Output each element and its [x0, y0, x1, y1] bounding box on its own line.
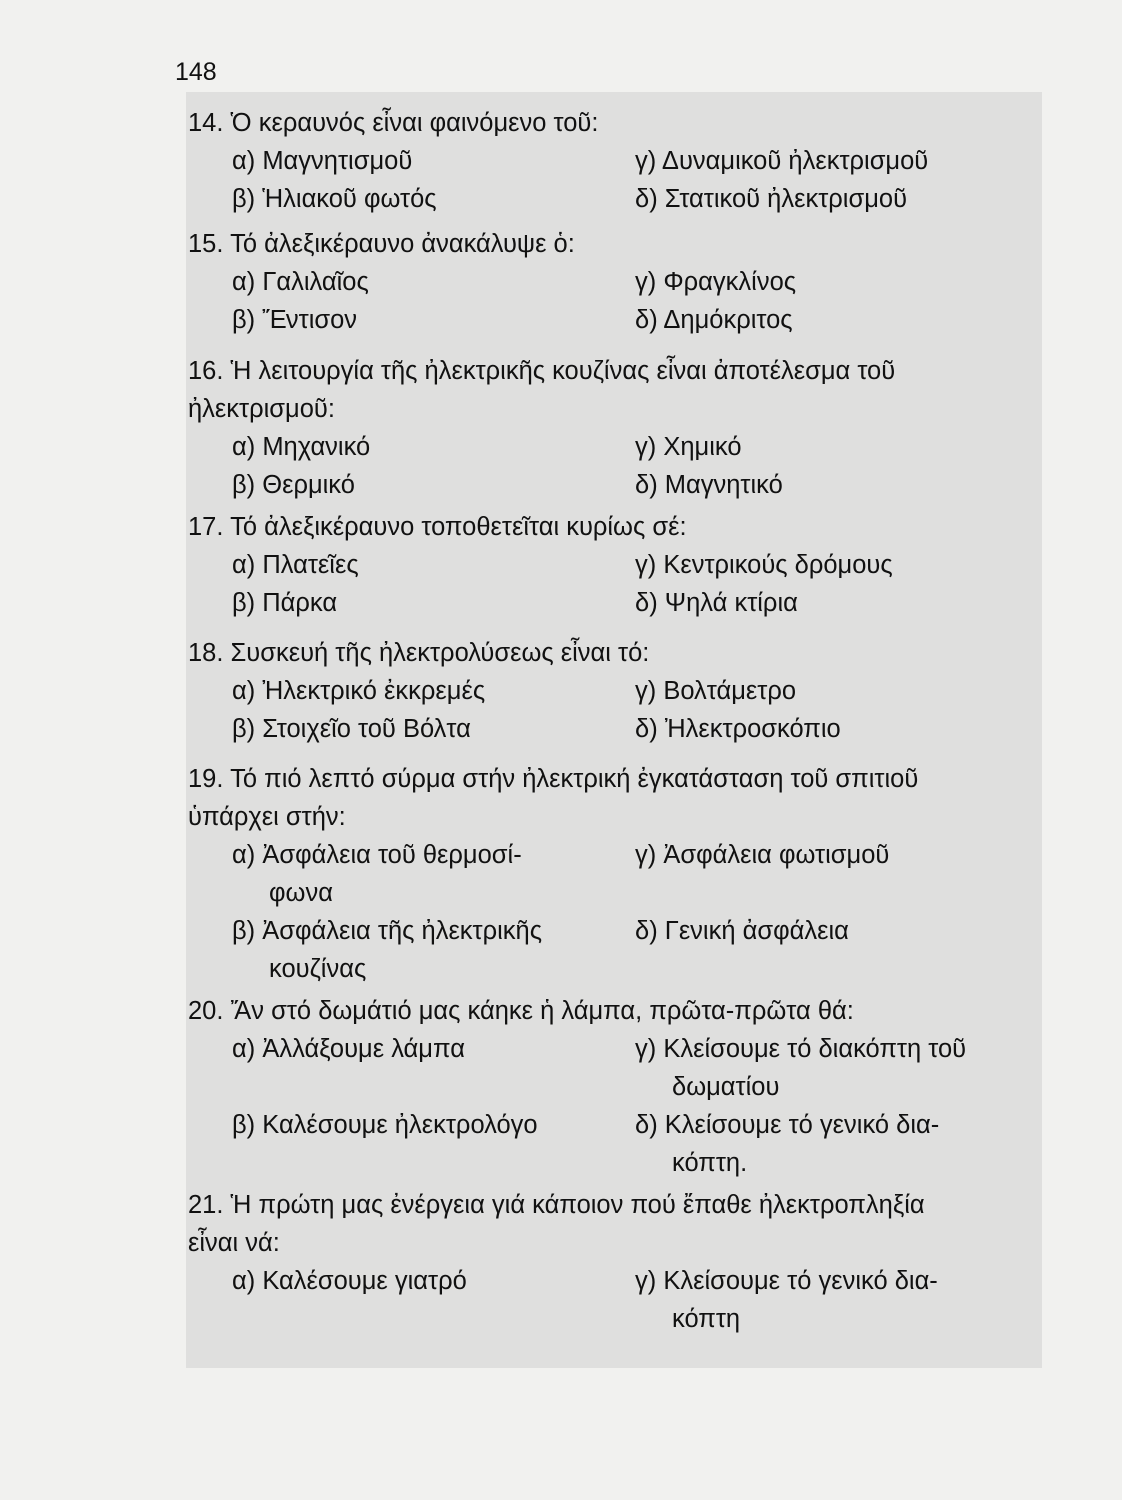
question-18 — [188, 634, 1038, 748]
option-c-line-1: γ) Κλείσουμε τό γενικό δια- — [635, 1267, 938, 1295]
option-b-line-2: κουζίνας — [269, 955, 367, 983]
option-a: α) Καλέσουμε γιατρό — [232, 1267, 467, 1295]
option-d-line-1: δ) Κλείσουμε τό γενικό δια- — [635, 1111, 940, 1139]
option-b: β) Στοιχεῖο τοῦ Βόλτα — [232, 715, 471, 743]
question-16 — [188, 352, 1038, 504]
page-number: 148 — [175, 58, 217, 86]
option-d — [635, 1106, 1027, 1182]
question-text-line-2: ὑπάρχει στήν: — [188, 803, 346, 831]
question-text-line-1: 21. Ἡ πρώτη μας ἐνέργεια γιά κάποιον πού ἔπαθε ἠλεκτροπληξία — [188, 1191, 925, 1219]
option-a: α) Μαγνητισμοῦ — [232, 147, 413, 175]
question-text: 20. Ἄν στό δωμάτιό μας κάηκε ἡ λάμπα, πρῶτα-πρῶτα θά: — [188, 997, 854, 1025]
option-b-line-1: β) Ἀσφάλεια τῆς ἠλεκτρικῆς — [232, 917, 543, 945]
option-c: γ) Βολτάμετρο — [635, 677, 797, 705]
option-c-line-1: γ) Κλείσουμε τό διακόπτη τοῦ — [635, 1035, 967, 1063]
option-d-line-2: κόπτη. — [672, 1149, 748, 1177]
option-b: β) Ἡλιακοῦ φωτός — [232, 185, 437, 213]
question-21 — [188, 1186, 1038, 1338]
question-19 — [188, 760, 1038, 988]
option-a — [232, 836, 608, 912]
option-a: α) Ἀλλάξουμε λάμπα — [232, 1035, 465, 1063]
question-text: 15. Τό ἀλεξικέραυνο ἀνακάλυψε ὁ: — [188, 230, 575, 258]
question-text: 18. Συσκευή τῆς ἠλεκτρολύσεως εἶναι τό: — [188, 639, 650, 667]
option-d: δ) Στατικοῦ ἠλεκτρισμοῦ — [635, 185, 908, 213]
option-c: γ) Ἀσφάλεια φωτισμοῦ — [635, 841, 890, 869]
question-17 — [188, 508, 1038, 622]
option-a-line-1: α) Ἀσφάλεια τοῦ θερμοσί- — [232, 841, 522, 869]
option-c: γ) Δυναμικοῦ ἠλεκτρισμοῦ — [635, 147, 929, 175]
question-text-line-1: 19. Τό πιό λεπτό σύρμα στήν ἠλεκτρική ἐγκατάσταση τοῦ σπιτιοῦ — [188, 765, 919, 793]
question-text-line-2: ἠλεκτρισμοῦ: — [188, 395, 335, 423]
option-c: γ) Χημικό — [635, 433, 742, 461]
option-d: δ) Γενική ἀσφάλεια — [635, 917, 849, 945]
option-d: δ) Δημόκριτος — [635, 306, 793, 334]
question-14 — [188, 104, 1038, 218]
option-b: β) Ἔντισον — [232, 306, 358, 334]
option-a: α) Μηχανικό — [232, 433, 371, 461]
option-a: α) Ἠλεκτρικό ἐκκρεμές — [232, 677, 486, 705]
option-c — [635, 1262, 1027, 1338]
option-c: γ) Φραγκλίνος — [635, 268, 797, 296]
option-c-line-2: δωματίου — [672, 1073, 780, 1101]
option-b: β) Πάρκα — [232, 589, 338, 617]
question-text-line-1: 16. Ἡ λειτουργία τῆς ἠλεκτρικῆς κουζίνας εἶναι ἀποτέλεσμα τοῦ — [188, 357, 896, 385]
option-a: α) Γαλιλαῖος — [232, 268, 369, 296]
question-text: 14. Ὁ κεραυνός εἶναι φαινόμενο τοῦ: — [188, 109, 599, 137]
question-text-line-2: εἶναι νά: — [188, 1229, 280, 1257]
option-b — [232, 912, 608, 988]
question-15 — [188, 225, 1038, 339]
option-d: δ) Ἠλεκτροσκόπιο — [635, 715, 841, 743]
option-c — [635, 1030, 1027, 1106]
question-text: 17. Τό ἀλεξικέραυνο τοποθετεῖται κυρίως σέ: — [188, 513, 687, 541]
option-c: γ) Κεντρικούς δρόμους — [635, 551, 893, 579]
option-d: δ) Μαγνητικό — [635, 471, 783, 499]
option-a-line-2: φωνα — [269, 879, 333, 907]
question-20 — [188, 992, 1038, 1182]
option-d: δ) Ψηλά κτίρια — [635, 589, 798, 617]
option-b: β) Καλέσουμε ἠλεκτρολόγο — [232, 1111, 538, 1139]
option-a: α) Πλατεῖες — [232, 551, 359, 579]
option-b: β) Θερμικό — [232, 471, 355, 499]
option-c-line-2: κόπτη — [672, 1305, 741, 1333]
